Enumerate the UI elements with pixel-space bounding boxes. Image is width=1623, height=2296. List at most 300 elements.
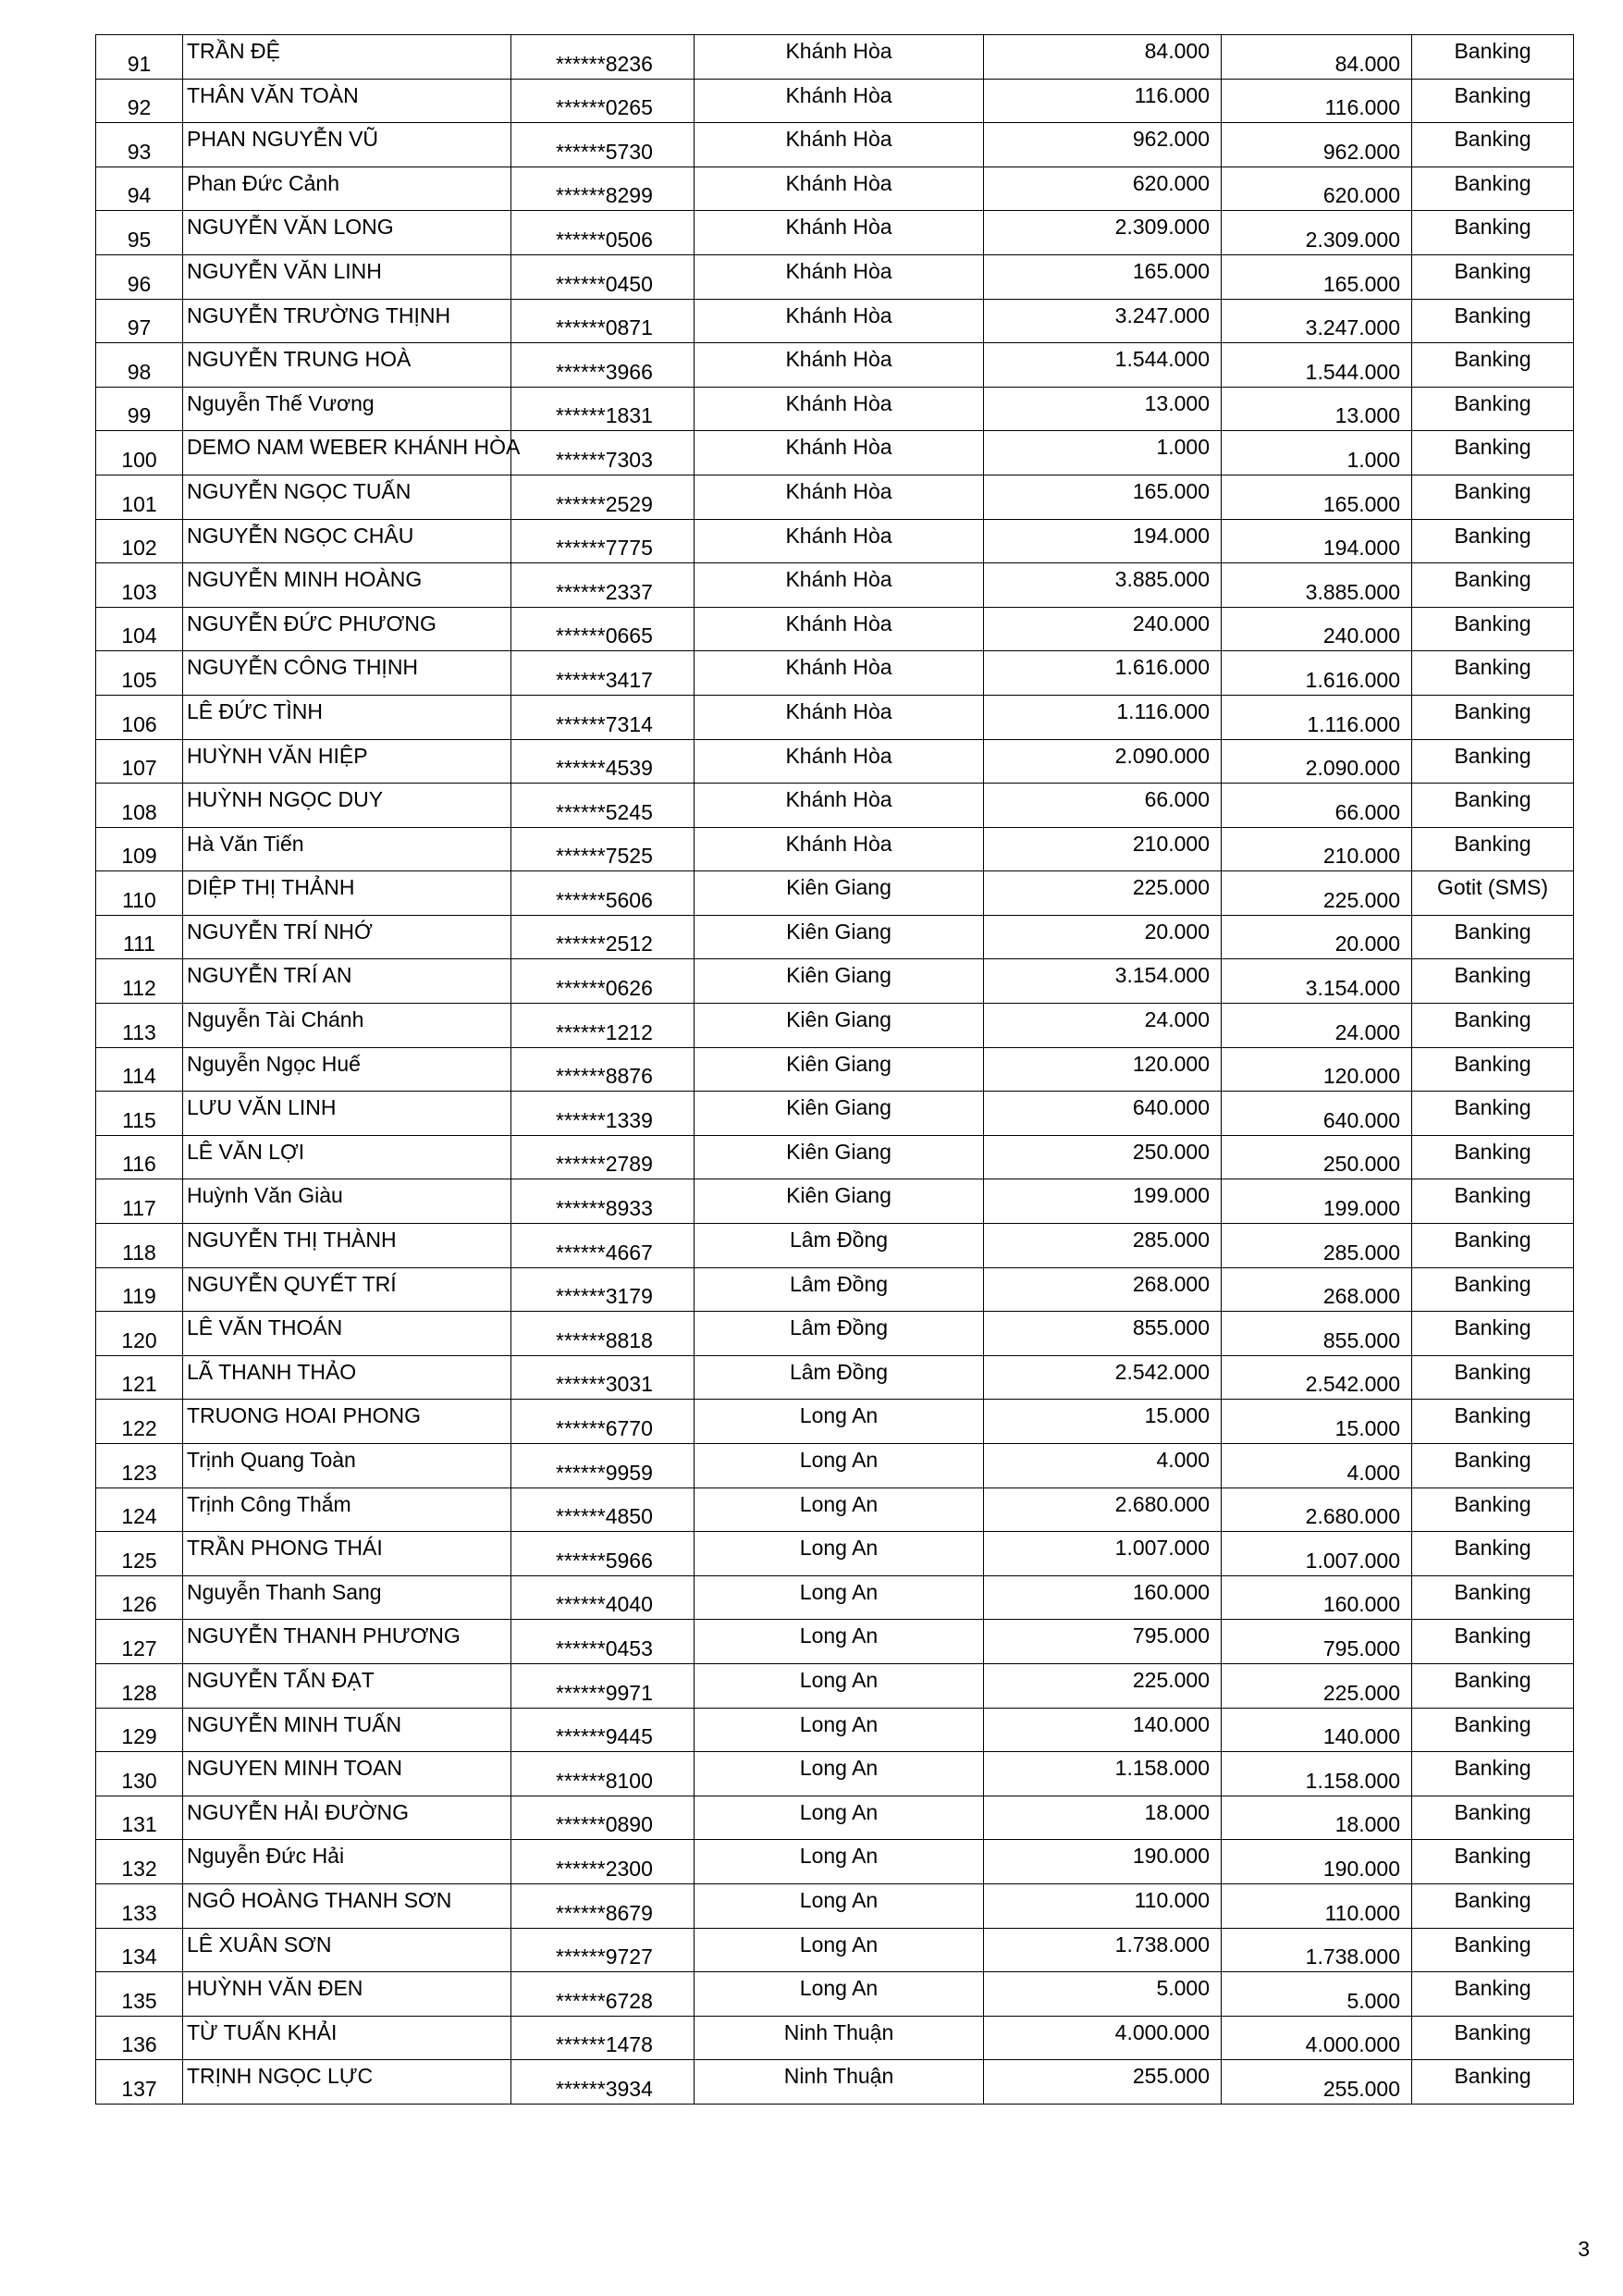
payment-method-cell [1412, 1224, 1574, 1268]
masked-phone-cell [511, 739, 695, 784]
province: Long An [799, 1536, 879, 1561]
amount-cell [984, 1179, 1222, 1224]
province-cell [695, 1224, 984, 1268]
amount-cell [984, 167, 1222, 211]
masked-phone: ******3966 [556, 359, 653, 384]
province: Kiên Giang [786, 1183, 891, 1208]
row-number-cell [96, 211, 183, 255]
customer-name: DIỆP THỊ THẢNH [187, 875, 355, 900]
province-cell [695, 35, 984, 80]
table-row [96, 1972, 1574, 2017]
province: Kiên Giang [786, 1095, 891, 1120]
customer-name-cell [183, 519, 511, 563]
amount-cell [984, 519, 1222, 563]
payment-method-cell [1412, 1092, 1574, 1136]
payment-method: Banking [1454, 1403, 1531, 1428]
customer-name-cell [183, 1047, 511, 1092]
customer-name: NGUYỄN MINH HOÀNG [187, 567, 423, 592]
amount: 194.000 [1132, 523, 1210, 548]
customer-name-cell [183, 1092, 511, 1136]
province: Kiên Giang [786, 1051, 891, 1076]
province: Kiên Giang [786, 963, 891, 988]
customer-name-cell [183, 1928, 511, 1972]
customer-name: Trịnh Quang Toàn [187, 1448, 356, 1472]
payment-method: Banking [1454, 2064, 1531, 2089]
row-number-cell [96, 1179, 183, 1224]
paid-amount: 66.000 [1334, 799, 1400, 824]
paid-amount-cell [1222, 1708, 1412, 1752]
province: Ninh Thuận [783, 2064, 894, 2089]
masked-phone-cell [511, 1796, 695, 1840]
masked-phone: ******2512 [556, 932, 653, 957]
payment-method-cell [1412, 254, 1574, 299]
customer-name-cell [183, 1224, 511, 1268]
province-cell [695, 1092, 984, 1136]
province-cell [695, 1620, 984, 1664]
paid-amount: 1.544.000 [1305, 359, 1400, 384]
customer-name: TỪ TUẤN KHẢI [187, 2019, 338, 2044]
amount: 1.007.000 [1114, 1536, 1210, 1561]
paid-amount-cell [1222, 1312, 1412, 1356]
customer-name-cell [183, 1840, 511, 1884]
masked-phone: ******8299 [556, 183, 653, 208]
payment-method-cell [1412, 211, 1574, 255]
payment-method-cell [1412, 387, 1574, 431]
customer-name: NGUYỄN QUYẾT TRÍ [187, 1271, 397, 1296]
province: Khánh Hòa [785, 831, 892, 856]
table-row [96, 915, 1574, 959]
row-number-cell [96, 695, 183, 739]
row-number: 102 [121, 536, 157, 561]
payment-method: Banking [1454, 963, 1531, 988]
province-cell [695, 519, 984, 563]
paid-amount-cell [1222, 1752, 1412, 1796]
customer-name-cell [183, 1532, 511, 1576]
amount: 2.680.000 [1114, 1491, 1210, 1516]
amount-cell [984, 475, 1222, 519]
masked-phone-cell [511, 475, 695, 519]
customer-name-cell [183, 299, 511, 343]
payment-method: Banking [1454, 655, 1531, 680]
paid-amount: 795.000 [1322, 1636, 1400, 1660]
customer-name-cell [183, 35, 511, 80]
paid-amount: 84.000 [1334, 51, 1400, 76]
province-cell [695, 1532, 984, 1576]
row-number: 106 [121, 711, 157, 736]
payment-method-cell [1412, 1575, 1574, 1620]
province: Long An [799, 1579, 879, 1604]
payment-method: Banking [1454, 82, 1531, 107]
row-number: 107 [121, 756, 157, 781]
row-number-cell [96, 1312, 183, 1356]
province-cell [695, 1663, 984, 1708]
payment-method-cell [1412, 1400, 1574, 1444]
masked-phone: ******4040 [556, 1592, 653, 1617]
customer-name-cell [183, 475, 511, 519]
table-row [96, 35, 1574, 80]
amount-cell [984, 1487, 1222, 1532]
customer-name-cell [183, 1400, 511, 1444]
amount: 13.000 [1144, 390, 1210, 415]
province-cell [695, 695, 984, 739]
payment-method-cell [1412, 123, 1574, 167]
province-cell [695, 1972, 984, 2017]
amount-cell [984, 1532, 1222, 1576]
amount: 250.000 [1132, 1139, 1210, 1164]
province: Khánh Hòa [785, 82, 892, 107]
payment-method: Banking [1454, 1139, 1531, 1164]
masked-phone-cell [511, 1004, 695, 1048]
customer-name: DEMO NAM WEBER KHÁNH HÒA [187, 435, 521, 460]
customer-name-cell [183, 431, 521, 475]
amount: 795.000 [1132, 1623, 1210, 1648]
row-number: 97 [127, 315, 152, 340]
payment-method-cell [1412, 79, 1574, 123]
row-number: 136 [121, 2032, 157, 2057]
masked-phone: ******9727 [556, 1944, 653, 1969]
province: Khánh Hòa [785, 435, 892, 460]
masked-phone: ******0506 [556, 227, 653, 252]
payment-method-cell [1412, 915, 1574, 959]
customer-name-cell [183, 1752, 511, 1796]
paid-amount-cell [1222, 387, 1412, 431]
row-number-cell [96, 563, 183, 608]
paid-amount: 1.158.000 [1305, 1768, 1400, 1793]
paid-amount: 4.000 [1346, 1460, 1400, 1485]
masked-phone: ******1339 [556, 1107, 653, 1132]
paid-amount-cell [1222, 1224, 1412, 1268]
masked-phone-cell [511, 1663, 695, 1708]
province-cell [695, 123, 984, 167]
masked-phone-cell [511, 1400, 695, 1444]
payment-method: Banking [1454, 1536, 1531, 1561]
paid-amount: 199.000 [1322, 1196, 1400, 1221]
amount: 3.154.000 [1114, 963, 1210, 988]
amount: 1.158.000 [1114, 1756, 1210, 1781]
province-cell [695, 607, 984, 651]
province: Long An [799, 1932, 879, 1957]
customer-name: TRẦN ĐỆ [187, 39, 280, 63]
paid-amount-cell [1222, 1972, 1412, 2017]
paid-amount: 620.000 [1322, 183, 1400, 208]
province-cell [695, 1135, 984, 1179]
row-number-cell [96, 2060, 183, 2105]
province: Long An [799, 1887, 879, 1912]
customer-name: LÊ VĂN THOÁN [187, 1315, 343, 1340]
province-cell [695, 915, 984, 959]
amount-cell [984, 1840, 1222, 1884]
table-row [96, 1840, 1574, 1884]
paid-amount-cell [1222, 211, 1412, 255]
province-cell [695, 2016, 984, 2060]
row-number-cell [96, 254, 183, 299]
payment-method: Banking [1454, 127, 1531, 152]
customer-name: LƯU VĂN LINH [187, 1095, 337, 1120]
customer-name-cell [183, 1444, 511, 1488]
amount: 2.090.000 [1114, 743, 1210, 768]
masked-phone-cell [511, 607, 695, 651]
row-number: 112 [122, 976, 156, 1001]
paid-amount: 110.000 [1324, 1900, 1400, 1925]
paid-amount-cell [1222, 475, 1412, 519]
customer-name: NGÔ HOÀNG THANH SƠN [187, 1887, 452, 1912]
masked-phone-cell [511, 563, 695, 608]
province: Khánh Hòa [785, 302, 892, 327]
table-row [96, 211, 1574, 255]
province-cell [695, 871, 984, 916]
row-number-cell [96, 1047, 183, 1092]
table-row [96, 1796, 1574, 1840]
masked-phone-cell [511, 784, 695, 828]
customer-name-cell [183, 387, 511, 431]
payment-method: Banking [1454, 39, 1531, 63]
row-number-cell [96, 519, 183, 563]
table-row [96, 959, 1574, 1004]
masked-phone-cell [511, 1487, 695, 1532]
row-number: 113 [122, 1019, 156, 1044]
paid-amount-cell [1222, 651, 1412, 696]
payment-method-cell [1412, 1663, 1574, 1708]
row-number: 111 [123, 932, 155, 957]
row-number-cell [96, 1092, 183, 1136]
masked-phone: ******5966 [556, 1548, 653, 1573]
row-number-cell [96, 431, 183, 475]
masked-phone-cell [511, 915, 695, 959]
row-number-cell [96, 1267, 183, 1312]
payment-method: Banking [1454, 302, 1531, 327]
customer-name: THÂN VĂN TOÀN [187, 82, 359, 107]
masked-phone: ******6728 [556, 1988, 653, 2013]
customer-name: Nguyễn Tài Chánh [187, 1007, 364, 1032]
payment-method-cell [1412, 2060, 1574, 2105]
row-number: 92 [127, 95, 152, 120]
masked-phone: ******2300 [556, 1856, 653, 1881]
row-number-cell [96, 607, 183, 651]
customer-name-cell [183, 2060, 511, 2105]
row-number-cell [96, 784, 183, 828]
table-row [96, 1312, 1574, 1356]
table-row [96, 387, 1574, 431]
table-row [96, 563, 1574, 608]
province-cell [695, 79, 984, 123]
customer-name-cell [183, 1004, 511, 1048]
customer-name: NGUYỄN NGỌC TUẤN [187, 478, 412, 503]
payment-method-cell [1412, 784, 1574, 828]
province: Khánh Hòa [785, 39, 892, 63]
payment-method-cell [1412, 1267, 1574, 1312]
masked-phone: ******0626 [556, 976, 653, 1001]
payment-method-cell [1412, 1620, 1574, 1664]
paid-amount: 3.247.000 [1305, 315, 1400, 340]
amount-cell [984, 1620, 1222, 1664]
masked-phone: ******6770 [556, 1416, 653, 1440]
paid-amount: 18.000 [1334, 1812, 1400, 1837]
masked-phone-cell [511, 1092, 695, 1136]
paid-amount: 20.000 [1334, 932, 1400, 957]
payment-method-cell [1412, 1312, 1574, 1356]
paid-amount: 1.007.000 [1305, 1548, 1400, 1573]
masked-phone-cell [511, 79, 695, 123]
payment-method-cell [1412, 1883, 1574, 1928]
province: Ninh Thuận [783, 2019, 894, 2044]
masked-phone: ******0890 [556, 1812, 653, 1837]
amount-cell [984, 1796, 1222, 1840]
table-row [96, 1575, 1574, 1620]
masked-phone-cell [511, 871, 695, 916]
table-body [96, 35, 1574, 2105]
masked-phone: ******3031 [556, 1372, 653, 1397]
masked-phone: ******2789 [556, 1152, 653, 1177]
table-row [96, 1355, 1574, 1400]
masked-phone: ******7525 [556, 844, 653, 869]
table-row [96, 167, 1574, 211]
paid-amount: 285.000 [1322, 1240, 1400, 1265]
province: Long An [799, 1711, 879, 1736]
payment-method: Banking [1454, 523, 1531, 548]
province: Long An [799, 1756, 879, 1781]
payment-method: Banking [1454, 478, 1531, 503]
payment-method-cell [1412, 607, 1574, 651]
paid-amount-cell [1222, 1004, 1412, 1048]
province: Khánh Hòa [785, 390, 892, 415]
payment-method: Banking [1454, 1756, 1531, 1781]
masked-phone-cell [511, 299, 695, 343]
masked-phone-cell [511, 519, 695, 563]
paid-amount-cell [1222, 695, 1412, 739]
row-number: 117 [122, 1196, 156, 1221]
payment-method: Banking [1454, 1711, 1531, 1736]
masked-phone: ******1831 [556, 403, 653, 428]
province: Long An [799, 1623, 879, 1648]
paid-amount: 1.616.000 [1305, 667, 1400, 692]
customer-name: HUỲNH VĂN ĐEN [187, 1976, 363, 2001]
customer-name: NGUYỄN TRÍ NHỚ [187, 919, 373, 944]
province-cell [695, 1487, 984, 1532]
payment-method: Banking [1454, 170, 1531, 195]
province-cell [695, 1267, 984, 1312]
amount: 210.000 [1132, 831, 1210, 856]
payment-method: Banking [1454, 1051, 1531, 1076]
row-number-cell [96, 827, 183, 871]
province: Kiên Giang [786, 1007, 891, 1032]
row-number-cell [96, 35, 183, 80]
province-cell [695, 475, 984, 519]
amount-cell [984, 1267, 1222, 1312]
table-row [96, 1400, 1574, 1444]
masked-phone-cell [511, 1928, 695, 1972]
customer-name-cell [183, 1575, 511, 1620]
amount: 1.116.000 [1116, 698, 1210, 723]
masked-phone-cell [511, 123, 695, 167]
table-row [96, 1883, 1574, 1928]
payment-method-cell [1412, 1928, 1574, 1972]
customer-name: Huỳnh Văn Giàu [187, 1183, 343, 1208]
province: Khánh Hòa [785, 523, 892, 548]
paid-amount: 140.000 [1322, 1724, 1400, 1749]
province-cell [695, 1928, 984, 1972]
customer-name-cell [183, 607, 511, 651]
row-number-cell [96, 1708, 183, 1752]
payment-method-cell [1412, 1135, 1574, 1179]
payment-method: Banking [1454, 698, 1531, 723]
row-number-cell [96, 1928, 183, 1972]
amount-cell [984, 211, 1222, 255]
customer-name-cell [183, 1135, 511, 1179]
payment-method-cell [1412, 1532, 1574, 1576]
amount: 24.000 [1144, 1007, 1210, 1032]
masked-phone: ******7303 [556, 447, 653, 472]
amount-cell [984, 254, 1222, 299]
masked-phone: ******7775 [556, 536, 653, 561]
table-row [96, 431, 1574, 475]
row-number-cell [96, 475, 183, 519]
customer-name-cell [183, 254, 511, 299]
payment-method: Banking [1454, 347, 1531, 372]
row-number-cell [96, 1532, 183, 1576]
row-number-cell [96, 1355, 183, 1400]
paid-amount: 2.309.000 [1305, 227, 1400, 252]
province: Khánh Hòa [785, 215, 892, 240]
customer-name-cell [183, 959, 511, 1004]
province-cell [695, 739, 984, 784]
payment-method: Banking [1454, 1932, 1531, 1957]
table-row [96, 695, 1574, 739]
customer-name-cell [183, 1179, 511, 1224]
province: Lâm Đồng [789, 1228, 889, 1253]
row-number: 108 [121, 799, 157, 824]
customer-name: Nguyễn Đức Hải [187, 1844, 345, 1869]
customer-name: TRỊNH NGỌC LỰC [187, 2064, 374, 2089]
payment-method-cell [1412, 1972, 1574, 2017]
customer-name-cell [183, 1796, 511, 1840]
amount: 3.247.000 [1114, 302, 1210, 327]
payment-method: Banking [1454, 1844, 1531, 1869]
amount: 962.000 [1132, 127, 1210, 152]
row-number-cell [96, 1487, 183, 1532]
paid-amount-cell [1222, 1135, 1412, 1179]
payment-method-cell [1412, 563, 1574, 608]
masked-phone: ******8100 [556, 1768, 653, 1793]
paid-amount-cell [1222, 563, 1412, 608]
amount: 199.000 [1132, 1183, 1210, 1208]
payment-method: Banking [1454, 1667, 1531, 1692]
masked-phone-cell [511, 1883, 695, 1928]
paid-amount-cell [1222, 79, 1412, 123]
amount-cell [984, 784, 1222, 828]
masked-phone-cell [511, 431, 695, 475]
payment-method: Banking [1454, 1095, 1531, 1120]
paid-amount: 225.000 [1322, 887, 1400, 912]
amount: 240.000 [1132, 611, 1210, 636]
payment-method: Banking [1454, 787, 1531, 812]
row-number-cell [96, 1663, 183, 1708]
payment-method-cell [1412, 1004, 1574, 1048]
row-number-cell [96, 1752, 183, 1796]
province-cell [695, 1400, 984, 1444]
province-cell [695, 254, 984, 299]
amount: 620.000 [1132, 170, 1210, 195]
paid-amount-cell [1222, 519, 1412, 563]
customer-name-cell [183, 1883, 511, 1928]
payment-method-cell [1412, 1179, 1574, 1224]
province: Khánh Hòa [785, 787, 892, 812]
payment-method-cell [1412, 475, 1574, 519]
payment-method: Banking [1454, 258, 1531, 283]
province-cell [695, 387, 984, 431]
amount-cell [984, 299, 1222, 343]
row-number: 130 [121, 1768, 157, 1793]
province-cell [695, 167, 984, 211]
